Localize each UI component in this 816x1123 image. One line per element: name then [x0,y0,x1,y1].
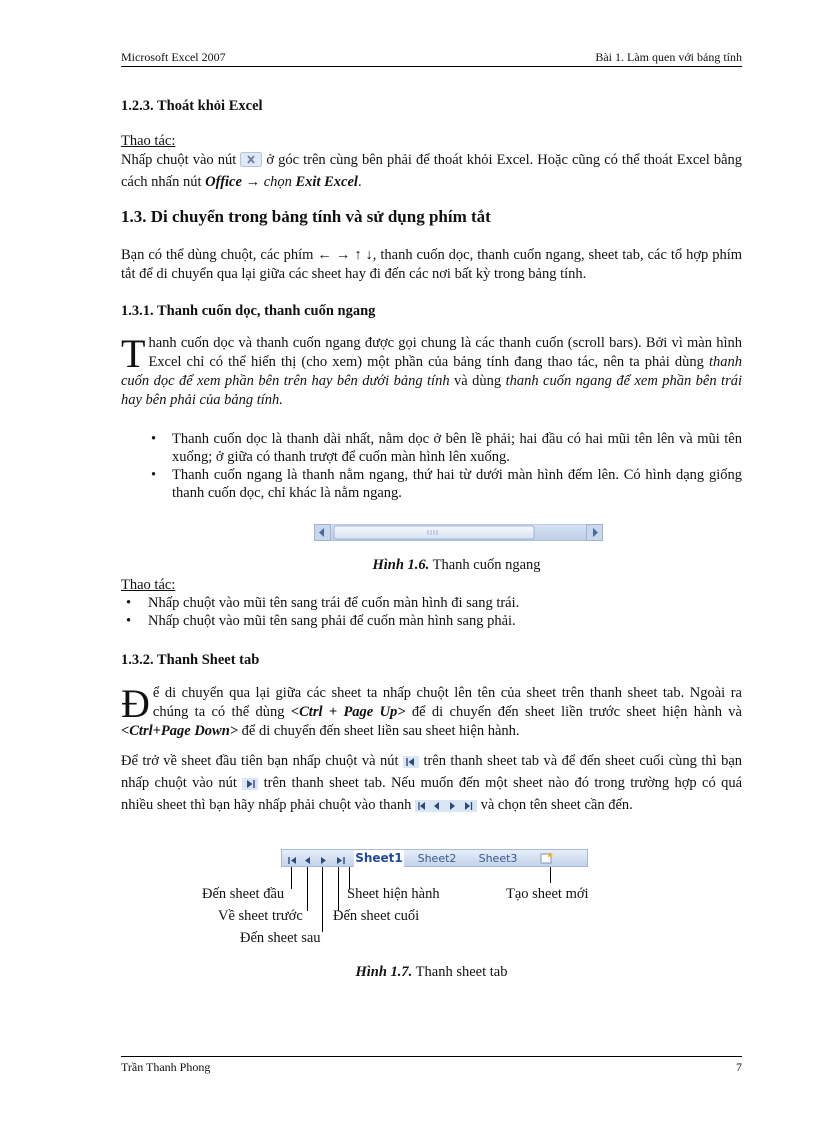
sheettab-paragraph-2: Để trở về sheet đầu tiên bạn nhấp chuột và nút trên thanh sheet tab và để đến sheet cuối cùng thì bạn nhấp chuột vào nút trên thanh sheet tab. Nếu muốn đến một sheet nào đó trong trường hợp có quá nhiều sheet thì bạn hãy nhấp phải chuột vào thanh và chọn tên sheet cần đến. [121,752,742,818]
leader-line-prev [307,867,308,911]
sheet-tab-bar [281,849,588,867]
new-sheet-button[interactable] [538,851,556,870]
tab-sheet2[interactable]: Sheet2 [417,852,457,865]
tab-sheet1[interactable]: Sheet1 [355,851,403,865]
label-new-sheet: Tạo sheet mới [506,886,589,902]
label-first-sheet: Đến sheet đầu [202,886,285,902]
prev-sheet-button[interactable] [303,853,313,871]
scrollbar-paragraph: Thanh cuốn dọc và thanh cuốn ngang được gọi chung là các thanh cuốn (scroll bars). Bởi vì màn hình Excel chỉ có thể hiển thị (cho xem) một phần của bảng tính đang thao tác, nên ta phải dùng thanh cuốn dọc để xem phần bên trên hay bên dưới bảng tính và dùng thanh cuốn ngang để xem phần bên trái hay bên phải của bảng tính. [121,331,742,408]
header-left: Microsoft Excel 2007 [121,50,226,64]
leader-line-first [291,867,292,889]
dropcap: T [121,331,146,376]
close-icon [240,152,262,173]
header-right: Bài 1. Làm quen với bảng tính [595,50,742,64]
section-1-3-paragraph: Bạn có thể dùng chuột, các phím ← → ↑ ↓, thanh cuốn dọc, thanh cuốn ngang, sheet tab, các tổ hợp phím tắt để di chuyển qua lại giữa các sheet hay đi đến các nơi bất kỳ trong bảng tính. [121,247,742,282]
header-rule [121,66,742,67]
first-sheet-icon [403,755,419,774]
exit-paragraph: Nhấp chuột vào nút ở góc trên cùng bên phải để thoát khỏi Excel. Hoặc cũng có thể thoát Excel bằng cách nhấn nút Office → chọn Exit Excel. [121,152,743,190]
leader-line-next [322,867,323,932]
first-sheet-button[interactable] [287,853,299,871]
section-1-3-1-title: 1.3.1. Thanh cuốn dọc, thanh cuốn ngang [121,303,376,319]
new-sheet-icon [538,851,556,865]
label-prev-sheet: Về sheet trước [218,908,303,924]
section-1-3-title: 1.3. Di chuyển trong bảng tính và sử dụng phím tắt [121,207,491,226]
horizontal-scrollbar-figure [314,524,603,546]
sheet-nav-buttons-icon [415,799,477,818]
last-sheet-icon [242,777,258,796]
leader-line-last [338,867,339,911]
tab-sheet3[interactable]: Sheet3 [478,852,518,865]
dropcap: Đ [121,681,150,726]
list-item: • Thanh cuốn ngang là thanh nằm ngang, thứ hai từ dưới màn hình đếm lên. Có hình dạng giống thanh cuốn dọc, chỉ khác là nằm ngang. [146,466,742,502]
next-sheet-button[interactable] [318,853,328,871]
scrollbar-bullets [146,430,742,502]
op-label-2: Thao tác: [121,577,176,593]
list-item: • Thanh cuốn dọc là thanh dài nhất, nằm dọc ở bên lề phải; hai đầu có hai mũi tên lên và mũi tên xuống; ở giữa có thanh trượt để cuốn màn hình lên xuống. [146,430,742,466]
label-current-sheet: Sheet hiện hành [347,886,440,902]
sheettab-paragraph-1: Để di chuyển qua lại giữa các sheet ta nhấp chuột lên tên của sheet trên thanh sheet tab. Ngoài ra chúng ta có thể dùng <Ctrl + Page Up> để di chuyển đến sheet liền trước sheet hiện hành và <Ctrl+Page Down> để di chuyển đến sheet liền sau sheet hiện hành. [121,681,742,739]
figure-1-6-caption: Hình 1.6. Thanh cuốn ngang [372,557,541,573]
list-item: • Nhấp chuột vào mũi tên sang trái để cuốn màn hình đi sang trái. [121,594,742,612]
leader-line-new [550,867,551,883]
label-next-sheet: Đến sheet sau [240,930,321,946]
page-number: 7 [736,1060,742,1074]
list-item: • Nhấp chuột vào mũi tên sang phải để cuốn màn hình sang phải. [121,612,742,630]
label-last-sheet: Đến sheet cuối [333,908,420,924]
last-sheet-button[interactable] [334,853,346,871]
scroll-ops-list [121,594,742,630]
op-label-1: Thao tác: [121,133,176,149]
footer-author: Trần Thanh Phong [121,1060,211,1074]
section-1-2-3-title: 1.2.3. Thoát khỏi Excel [121,98,263,114]
section-1-3-2-title: 1.3.2. Thanh Sheet tab [121,652,260,668]
footer-rule [121,1056,742,1057]
figure-1-7-caption: Hình 1.7. Thanh sheet tab [355,964,508,980]
